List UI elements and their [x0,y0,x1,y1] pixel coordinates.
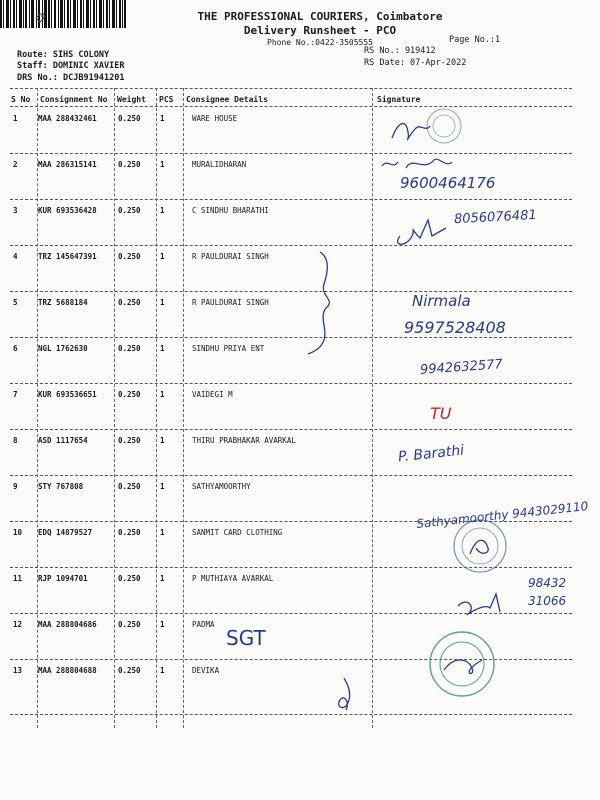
row-consignee: R PAULDURAI SINGH [192,298,269,307]
rs-number: RS No.: 919412 [364,46,436,56]
row-pcs: 1 [160,620,165,629]
handwritten-phone: 9597528408 [404,318,506,337]
staff-label: Staff: DOMINIC XAVIER [17,61,125,71]
row-sno: 11 [13,574,23,583]
row-weight: 0.250 [118,436,141,445]
handwritten-initials: SGT [226,626,266,650]
row-consignment: MAA 286315141 [38,160,97,169]
row-consignee: VAIDEGI M [192,390,233,399]
col-header-pcs: PCS [159,95,174,104]
row-sno: 13 [13,666,23,675]
drs-number: DRS No.: DCJB91941201 [17,73,125,83]
col-header-signature: Signature [377,95,421,104]
handwritten-name: Sathyamoorthy 9443029110 [415,499,589,531]
row-sno: 9 [13,482,18,491]
table-top-rule [10,88,572,89]
row-weight: 0.250 [118,620,141,629]
row-sno: 4 [13,252,18,261]
row-pcs: 1 [160,344,165,353]
row-consignee: WARE HOUSE [192,114,238,123]
row-pcs: 1 [160,390,165,399]
row-pcs: 1 [160,252,165,261]
handwritten-phone: 9600464176 [400,174,496,192]
row-sno: 5 [13,298,18,307]
page-number: Page No.:1 [449,35,501,45]
col-header-consignment: Consignment No [40,95,108,104]
row-consignee: SINDHU PRIYA ENT [192,344,265,353]
col-header-sno: S No [11,95,31,104]
row-pcs: 1 [160,574,165,583]
row-consignee: SATHYAMOORTHY [192,482,251,491]
tag-icon [34,12,46,24]
row-consignment: KUR 693536651 [38,390,97,399]
handwritten-phone: 9942632577 [419,357,504,378]
row-consignment: TRZ 5688184 [38,298,88,307]
row-sno: 3 [13,206,18,215]
barcode [0,0,126,28]
row-weight: 0.250 [118,160,141,169]
col-header-consignee: Consignee Details [186,95,268,104]
row-weight: 0.250 [118,298,141,307]
row-consignee: DEVIKA [192,666,220,675]
row-pcs: 1 [160,482,165,491]
row-weight: 0.250 [118,252,141,261]
row-consignee: PADMA [192,620,215,629]
row-pcs: 1 [160,666,165,675]
row-consignment: MAA 288804686 [38,620,97,629]
row-consignment: TRZ 145647391 [38,252,97,261]
row-sno: 10 [13,528,23,537]
row-sno: 8 [13,436,18,445]
row-weight: 0.250 [118,666,141,675]
rs-date: RS Date: 07-Apr-2022 [364,58,467,68]
handwritten-name: P. Barathi [397,442,465,466]
row-consignment: STY 767808 [38,482,84,491]
row-weight: 0.250 [118,206,141,215]
row-consignment: EDQ 14879527 [38,528,93,537]
row-pcs: 1 [160,206,165,215]
row-consignee: C SINDHU BHARATHI [192,206,269,215]
company-name: THE PROFESSIONAL COURIERS, Coimbatore [197,10,443,23]
row-consignment: KUR 693536428 [38,206,97,215]
row-weight: 0.250 [118,344,141,353]
row-consignee: SANMIT CARD CLOTHING [192,528,283,537]
handwritten-number: 98432 [528,576,567,590]
row-weight: 0.250 [118,114,141,123]
handwritten-initials: TU [430,404,452,423]
row-sno: 1 [13,114,18,123]
row-weight: 0.250 [118,574,141,583]
row-pcs: 1 [160,114,165,123]
row-weight: 0.250 [118,482,141,491]
row-sno: 7 [13,390,18,399]
row-sno: 2 [13,160,18,169]
pen-mark [330,676,360,712]
bracket-mark [300,248,344,358]
document-title: Delivery Runsheet - PCO [243,24,397,37]
row-consignee: THIRU PRABHAKAR AVARKAL [192,436,296,445]
handwritten-number: 31066 [528,594,567,608]
row-consignee: MURALIDHARAN [192,160,247,169]
phone-number: Phone No.:0422-3505555 [267,38,373,47]
signatures-and-stamps [372,108,596,728]
row-weight: 0.250 [118,528,141,537]
row-pcs: 1 [160,160,165,169]
handwritten-phone: 8056076481 [453,207,538,228]
row-weight: 0.250 [118,390,141,399]
handwritten-name: Nirmala [412,292,471,310]
row-consignment: RJP 1094701 [38,574,88,583]
table-header-rule [10,106,572,107]
row-consignment: MAA 288804688 [38,666,97,675]
row-consignment: NGL 1762630 [38,344,88,353]
row-consignee: R PAULDURAI SINGH [192,252,269,261]
row-consignment: MAA 288432461 [38,114,97,123]
row-sno: 6 [13,344,18,353]
row-sno: 12 [13,620,23,629]
row-consignment: ASD 1117654 [38,436,88,445]
row-pcs: 1 [160,436,165,445]
row-pcs: 1 [160,528,165,537]
row-consignee: P MUTHIAYA AVARKAL [192,574,274,583]
route-label: Route: SIHS COLONY [17,50,110,60]
row-pcs: 1 [160,298,165,307]
col-header-weight: Weight [117,95,146,104]
